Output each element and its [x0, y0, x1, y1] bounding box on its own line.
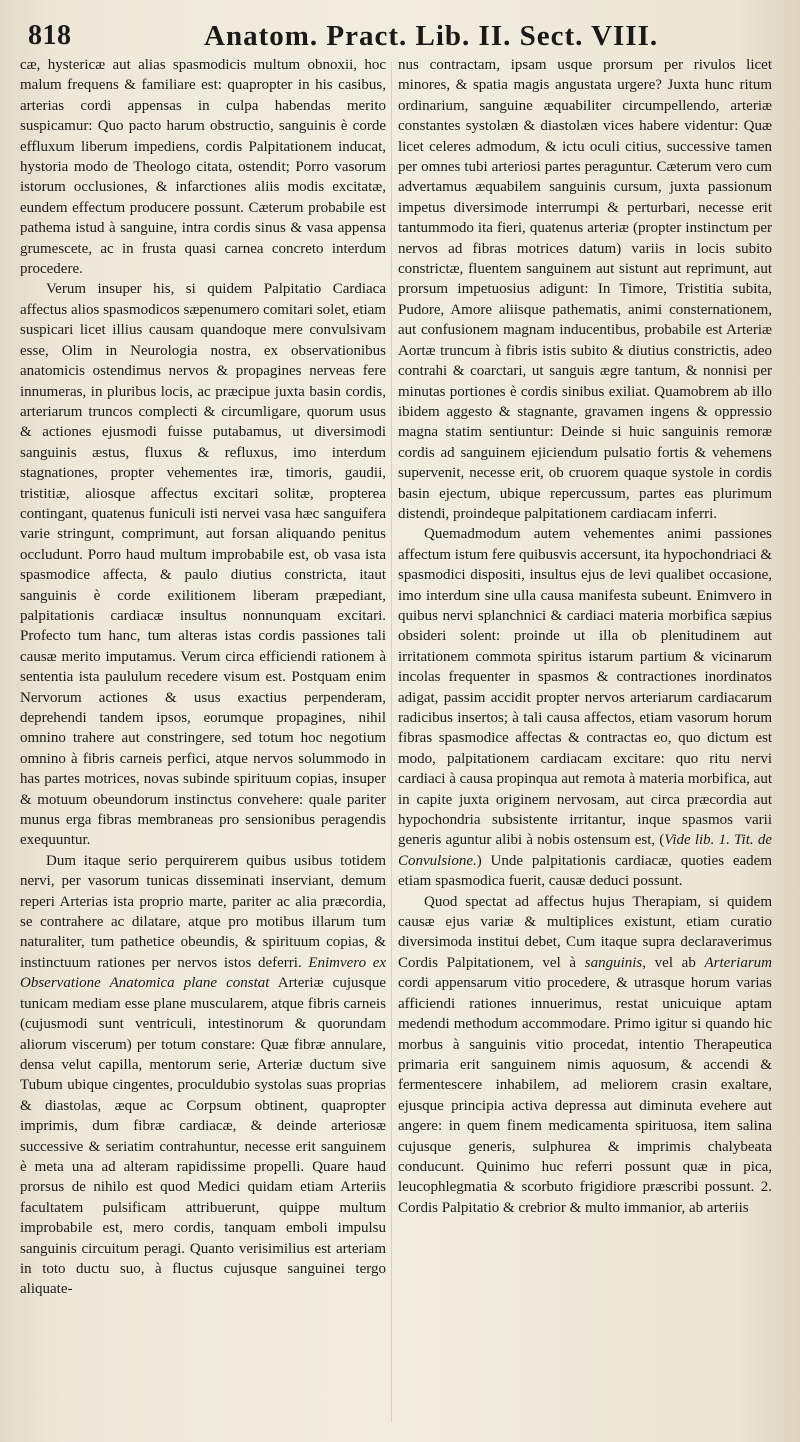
paragraph-text: Arteriæ cujusque tunicam mediam esse plane muscularem, atque fibris carneis (cujusmodi sunt ventriculi, intestinorum & quorundam aliorum viscerum) per totum constare: Quæ fibræ annulare, densa velut capilla, mentorum serie, Arteriæ ductum sive Tubum ubique cingentes, proculdubio systolas suas proprias & diastolas, æque ac Corpsum obtinent, quapropter imprimis, dum fibræ cardiacæ, & deinde arteriosæ successive & seriatim contrahuntur, necesse erit sanguinem è meta una ad alteram rapidissime propelli. Quare haud prorsus de nihilo est quod Medici quidam etiam Arteriis facultatem pulsificam attribuerunt, quippe multum improbabile est, mero cordis, tanquam emboli impulsu sanguinis circuitum peragi. Quanto verisimilius est arteriam in toto ductu suo, à fluctus cujusque sanguinei tergo aliquate-: [20, 975, 386, 1298]
left-column: [20, 55, 386, 1300]
right-column: [398, 55, 772, 1218]
paragraph-text: ) Unde palpitationis cardiacæ, quoties eadem etiam spasmodica fuerit, causæ deduci possunt.: [398, 852, 772, 890]
paragraph-therapia: [398, 892, 772, 1219]
paragraph-text: Quod spectat ad affectus hujus Therapiam, si quidem causæ ejus variæ & multiplices existunt, etiam curatio diversimoda institui debet, Cum itaque supra declaraverimus Cordis Palpitationem, vel à: [398, 893, 772, 971]
paragraph-text: Dum itaque serio perquirerem quibus usibus totidem nervi, per vasorum tunicas disseminati inserviant, demum reperi Arterias ista proprio marte, pariter ac alia præcordia, se contrahere ac dilatare, atque pro motibus illarum tum naturaliter, tum pathetice obeundis, & spirituum copias, & instinctuum rationes per nervos istos deferri.: [20, 852, 386, 971]
paragraph-arteriae-usus: [20, 851, 386, 1300]
page-number: 818: [28, 20, 72, 51]
paragraph-text: Quemadmodum autem vehementes animi passiones affectum istum fere quibusvis accersunt, ita hypochondriaci & spasmodici dispositi, insultus ejus de levi qualibet occasione, imo interdum sine ulla causa manifesta subeunt. Enimvero in quibus nervi splanchnici & cardiaci materia morbifica sæpius obsideri solent: proinde ut illa ob plenitudinem aut irritationem commota spiritus istarum partium & vicinarum incolas frequenter in spasmos & contractiones inordinatos adigat, passim accidit propter nervos arteriarum cardiacarum radicibus insertos; à tali causa affectos, etiam vasorum horum fibras spasmodice affectas & contractas eo, quo dictum est modo, palpitationem cardiacam excitare: quo ritu nervi cardiaci à causa propinqua aut remota à materia morbifica, aut in capite juxta originem nervosam, aut circa præcordia aut hypochondria subsistente irritantur, inque spasmos varii generis aguntur alibi à nobis ostensum est, (: [398, 526, 772, 849]
page-header: [28, 20, 788, 60]
italic-word: sanguinis: [584, 954, 643, 971]
column-gutter: [391, 62, 392, 1422]
italic-word: Arteriarum: [704, 954, 773, 971]
italic-reference: Vide lib. 1. Tit. de Convulsione.: [398, 832, 772, 869]
paragraph-text: , vel ab: [642, 954, 705, 971]
paragraph-continued: cæ, hystericæ aut alias spasmodicis multum obnoxii, hoc malum frequens & familiare est: quapropter in his casibus, arterias cordi appensas in culpa habendas merito suspicamur: Quo pacto harum obstructio, sanguinis è corde effluxum liberum impediens, cordis Palpitationem inducat, hystoria modo de Theologo citata, ostendit; Porro vasorum istorum occlusiones, & infarctiones aliis modis excitatæ, eundem effectum producere possunt. Cæterum probabile est pathema istud à sanguine, intra cordis sinus & vasa appensa grumescete, ac in frusta quasi carnea concreto interdum procedere.: [20, 57, 386, 278]
paragraph-text: cordi appensarum vitio procedere, & utrasque horum varias afficiendi rationes innuerimus, restat unicuique aptam medendi methodum accommodare. Primo igitur si quando hic morbus à sanguinis vitio procedat, intentio Therapeutica primaria erit sanguinem nimis aquosum, & accendi & fermentescere inhabilem, ad meliorem crasin exaltare, ejusque principia activa depressa aut diminuta evehere aut angere: in quem finem medicamenta spirituosa, item salina cujusque generis, sulphurea & imprimis chalybeata conducunt. Quinimo huc referri possunt quæ in pica, leucophlegmatia & scorbuto frigidiore præscribi possunt. 2. Cordis Palpitatio & crebrior & multo immanior, ab arteriis: [398, 975, 772, 1216]
running-head: Anatom. Pract. Lib. II. Sect. VIII.: [204, 20, 659, 52]
paragraph-passiones-animi: [398, 524, 772, 891]
italic-phrase: Enimvero ex Observatione Anatomica plane constat: [20, 954, 387, 992]
paragraph-continued: nus contractam, ipsam usque prorsum per rivulos licet minores, & spatia magis angustata urgere? Juxta hunc ritum ordinarium, sanguine æquabiliter circumpellendo, arteriæ constantes systolæn & diastolæn vices habere videntur: Quæ licet celeres admodum, & ictu oculi citius, successive tamen per omnes tubi arteriosi partes peraguntur. Cæterum vero cum advertamus æquabilem sanguinis cursum, juxta passionum impetus diversimode interrumpi & perturbari, necesse erit tantummodo ita fieri, quatenus arteriæ (propter instinctum per nervos ad fibras motrices datum) variis in locis subito constrictæ, fluentem sanguinem aut sistunt aut reprimunt, aut prorsum impetuosius adigunt: In Timore, Tristitia subita, Pudore, Amore aliisque pathematis, animi consternationem, aut confusionem magnam inducentibus, probabile est Arteriæ Aortæ truncum à fibris istis subito & diutius constrictis, adeo contrahi & coarctari, ut sanguis ægre tantum, & nonnisi per minutas portiones è cordis sinibus exiliat. Quamobrem ab illo ibidem aggesto & stagnante, gravamen ingens & oppressio magna statim sentiuntur: Deinde si huic sanguinis remoræ cordis ad sanguinem ejiciendum pulsatio fortis & vehemens supervenit, necesse erit, ob cruorem quaque systole in cordis basin ejectum, ubique repercussum, partes eas plurimum distendi, proindeque palpitationem cardiacam inferri.: [398, 57, 772, 522]
paragraph-palpitatio-convulsiva: Verum insuper his, si quidem Palpitatio Cardiaca affectus alios spasmodicos sæpenumero comitari solet, etiam suspicari licet illius causam quandoque mere convulsivam esse, Olim in Neurologia nostra, ex observationibus anatomicis ostendimus nervos & propagines nerveas fere innumeras, in pluribus locis, ac præcipue juxta basin cordis, arteriarum truncos complecti & circumligare, quorum usus & actiones ejusmodi fuisse putabamus, ut diversimodi sanguinis æstus, fluxus & refluxus, imo interdum stagnationes, propter vehementes iræ, timoris, gaudii, tristitiæ, aliosque affectus excitari solitæ, propterea contingant, quatenus funiculi isti nervei vasa hæc sanguifera varie stringunt, comprimunt, aut forsan aliquando penitus occludunt. Porro haud multum improbabile est, ob vasa ista spasmodice affecta, & paulo diutius constricta, itaut sanguinis è corde exilitionem liberam præpediant, palpitationis cardiacæ insultus nonnunquam excitari. Profecto tum hanc, tum alteras istas cordis passiones tali causæ merito imputamus. Verum circa efficiendi rationem à sententia ista paululum recedere visum est. Postquam enim Nervorum actiones & usus exactius perpenderam, deprehendi tandem ipsos, eorumque propagines, nihil omnino trahere aut constringere, sed totum hoc negotium omnino à fibris carneis perfici, atque nervos solummodo in has partes motrices, novas subinde spirituum copias, insuper & motuum obeundorum instinctus convehere: quale pariter munus erga fibras membraneas pro sensionibus peragendis exequuntur.: [20, 281, 386, 849]
